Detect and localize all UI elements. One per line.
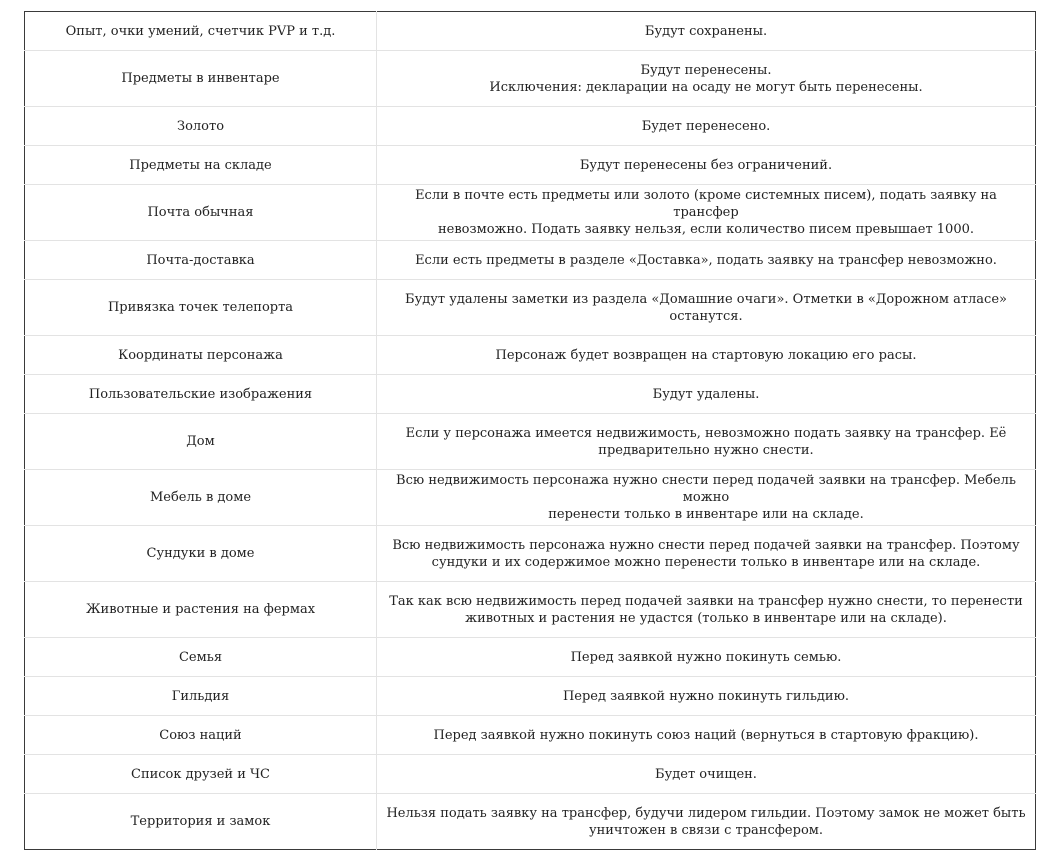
row-item-label: Мебель в доме — [25, 470, 377, 526]
table-row — [25, 336, 1036, 375]
row-item-label: Почта-доставка — [25, 241, 377, 280]
row-item-description — [377, 582, 1036, 638]
description-line: Персонаж будет возвращен на стартовую локацию его расы. — [495, 347, 917, 363]
description-line: Если у персонажа имеется недвижимость, невозможно подать заявку на трансфер. Её — [405, 425, 1007, 441]
description-line: Перед заявкой нужно покинуть гильдию. — [562, 688, 850, 704]
description-line: уничтожен в связи с трансфером. — [588, 822, 824, 838]
row-item-description — [377, 336, 1036, 375]
description-line: Нельзя подать заявку на трансфер, будучи лидером гильдии. Поэтому замок не может быть — [386, 805, 1026, 821]
row-item-label: Гильдия — [25, 677, 377, 716]
description-line: Будут перенесены. — [640, 62, 772, 78]
row-item-description — [377, 638, 1036, 677]
row-item-label: Список друзей и ЧС — [25, 755, 377, 794]
row-item-description — [377, 526, 1036, 582]
table-row — [25, 716, 1036, 755]
row-item-description — [377, 677, 1036, 716]
description-line: сундуки и их содержимое можно перенести только в инвентаре или на складе. — [431, 554, 981, 570]
description-line: Если есть предметы в разделе «Доставка», подать заявку на трансфер невозможно. — [415, 252, 997, 268]
row-item-label: Сундуки в доме — [25, 526, 377, 582]
row-item-label: Пользовательские изображения — [25, 375, 377, 414]
description-line: Будут удалены. — [652, 386, 760, 402]
row-item-label: Предметы в инвентаре — [25, 51, 377, 107]
row-item-label: Союз наций — [25, 716, 377, 755]
description-line: Исключения: декларации на осаду не могут быть перенесены. — [489, 79, 923, 95]
table-row — [25, 582, 1036, 638]
description-line: Будет перенесено. — [641, 118, 771, 134]
description-line: Всю недвижимость персонажа нужно снести перед подачей заявки на трансфер. Поэтому — [392, 537, 1020, 553]
description-line: останутся. — [669, 308, 743, 324]
table-row — [25, 107, 1036, 146]
row-item-description — [377, 146, 1036, 185]
description-line: Будут сохранены. — [644, 23, 768, 39]
row-item-label: Координаты персонажа — [25, 336, 377, 375]
table-row — [25, 280, 1036, 336]
table-body — [25, 12, 1036, 850]
table-row — [25, 375, 1036, 414]
transfer-info-table — [24, 11, 1036, 850]
row-item-description — [377, 414, 1036, 470]
row-item-description — [377, 794, 1036, 850]
description-line: Всю недвижимость персонажа нужно снести перед подачей заявки на трансфер. Мебель можно — [396, 473, 1016, 505]
table-row — [25, 414, 1036, 470]
row-item-description — [377, 107, 1036, 146]
row-item-label: Почта обычная — [25, 185, 377, 241]
description-line: Будет очищен. — [655, 766, 757, 782]
table-row — [25, 755, 1036, 794]
table-row — [25, 241, 1036, 280]
description-line: перенести только в инвентаре или на складе. — [548, 507, 864, 522]
description-line: Перед заявкой нужно покинуть семью. — [570, 649, 842, 665]
row-item-label: Животные и растения на фермах — [25, 582, 377, 638]
row-item-description — [377, 470, 1036, 526]
table-row — [25, 185, 1036, 241]
row-item-description — [377, 375, 1036, 414]
row-item-label: Привязка точек телепорта — [25, 280, 377, 336]
description-line: Так как всю недвижимость перед подачей заявки на трансфер нужно снести, то перенести — [389, 593, 1023, 609]
description-line: предварительно нужно снести. — [598, 442, 814, 458]
row-item-label: Золото — [25, 107, 377, 146]
description-line: невозможно. Подать заявку нельзя, если количество писем превышает 1000. — [438, 222, 974, 237]
row-item-label: Предметы на складе — [25, 146, 377, 185]
table-row — [25, 638, 1036, 677]
row-item-description — [377, 716, 1036, 755]
row-item-description — [377, 12, 1036, 51]
row-item-label: Семья — [25, 638, 377, 677]
table-row — [25, 146, 1036, 185]
description-line: Будут перенесены без ограничений. — [579, 157, 833, 173]
row-item-label: Территория и замок — [25, 794, 377, 850]
table-row — [25, 51, 1036, 107]
row-item-description — [377, 185, 1036, 241]
row-item-label: Дом — [25, 414, 377, 470]
description-line: Если в почте есть предметы или золото (кроме системных писем), подать заявку на трансфер — [415, 188, 997, 220]
table-row — [25, 677, 1036, 716]
row-item-description — [377, 241, 1036, 280]
row-item-description — [377, 51, 1036, 107]
table-row — [25, 470, 1036, 526]
description-line: Перед заявкой нужно покинуть союз наций (вернуться в стартовую фракцию). — [433, 727, 979, 743]
transfer-info-table-container — [24, 11, 1035, 850]
table-row — [25, 12, 1036, 51]
row-item-label: Опыт, очки умений, счетчик PVP и т.д. — [25, 12, 377, 51]
row-item-description — [377, 280, 1036, 336]
description-line: животных и растения не удастся (только в инвентаре или на складе). — [465, 610, 947, 626]
table-row — [25, 526, 1036, 582]
table-row — [25, 794, 1036, 850]
description-line: Будут удалены заметки из раздела «Домашние очаги». Отметки в «Дорожном атласе» — [405, 291, 1007, 307]
row-item-description — [377, 755, 1036, 794]
